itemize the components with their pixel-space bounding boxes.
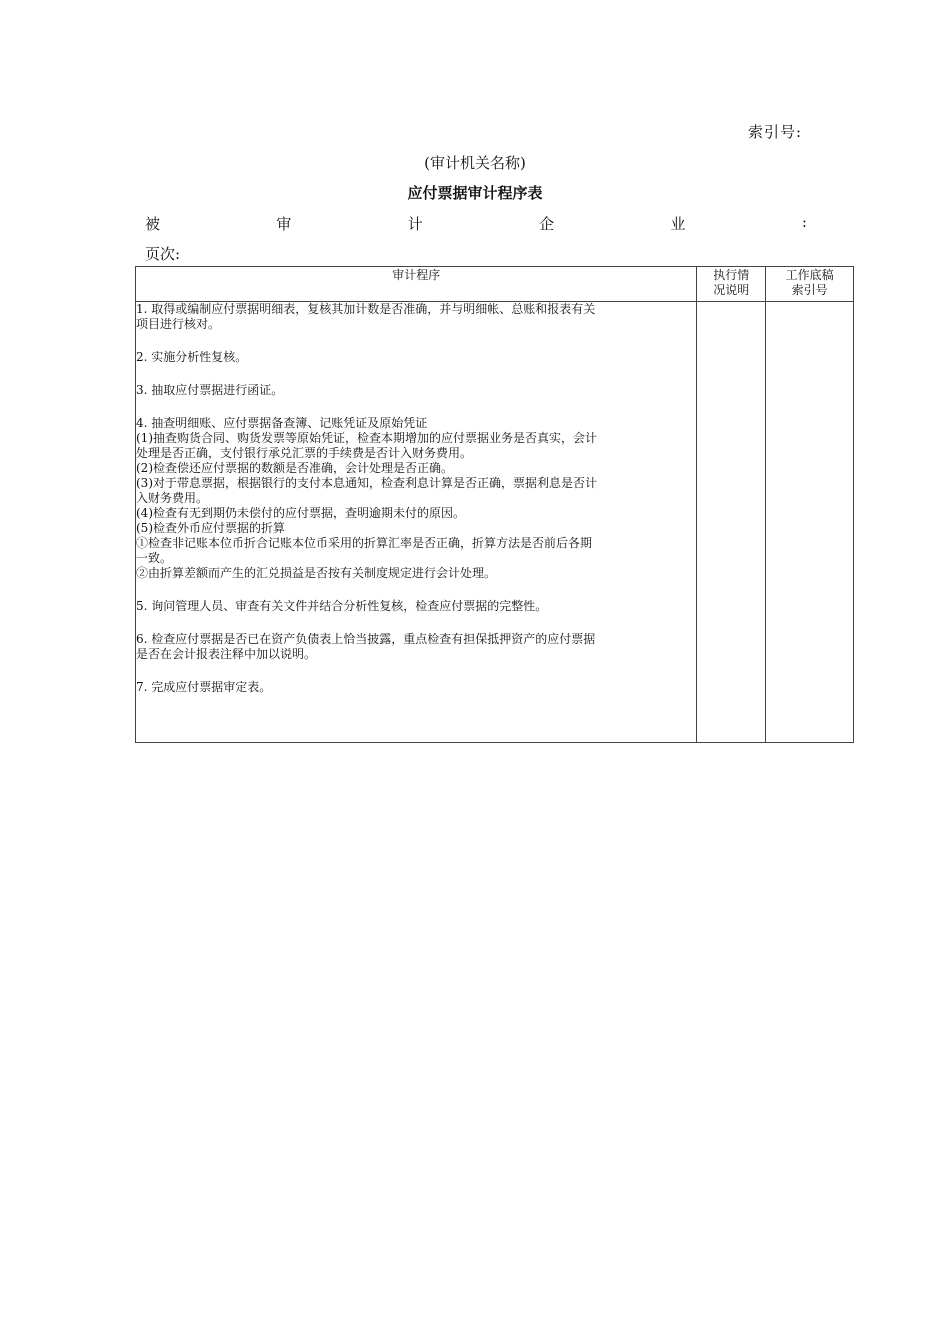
audit-procedure-table: [135, 266, 854, 743]
procedure-cell: [136, 302, 697, 743]
table-row: [136, 302, 854, 743]
execution-cell[interactable]: [697, 302, 766, 743]
header-procedure: 审计程序: [136, 267, 697, 302]
procedure-line: (1)抽查购货合同、购货发票等原始凭证，检查本期增加的应付票据业务是否真实，会计: [136, 431, 598, 445]
procedure-line: 入财务费用。: [136, 491, 209, 505]
procedure-line: ②由折算差额而产生的汇兑损益是否按有关制度规定进行会计处理。: [136, 566, 497, 580]
procedure-line: 3. 抽取应付票据进行函证。: [136, 383, 284, 397]
procedure-step: [136, 632, 696, 662]
index-number-label: 索引号:: [748, 123, 803, 141]
procedure-spacer: [136, 398, 696, 416]
header-execution-line: 况说明: [713, 283, 750, 297]
procedure-line: (4)检查有无到期仍未偿付的应付票据，查明逾期未付的原因。: [136, 506, 466, 520]
procedure-line: 处理是否正确，支付银行承兑汇票的手续费是否计入财务费用。: [136, 446, 473, 460]
header-reference-line: 工作底稿: [785, 268, 834, 282]
header-execution-line: 执行情: [713, 268, 750, 282]
procedure-spacer: [136, 581, 696, 599]
procedure-spacer: [136, 365, 696, 383]
audited-char: 业: [670, 215, 686, 233]
procedure-step: [136, 416, 696, 581]
procedure-spacer: [136, 662, 696, 680]
procedure-spacer: [136, 614, 696, 632]
audit-org-name: (审计机关名称): [424, 154, 526, 172]
procedure-line: 1. 取得或编制应付票据明细表，复核其加计数是否准确，并与明细帐、总账和报表有关: [136, 302, 596, 316]
procedure-line: (5)检查外币应付票据的折算: [136, 521, 285, 535]
procedure-spacer: [136, 332, 696, 350]
procedure-line: 一致。: [136, 551, 173, 565]
procedure-step: [136, 350, 696, 365]
audited-char: 计: [407, 215, 423, 233]
procedure-line: 2. 实施分析性复核。: [136, 350, 248, 364]
procedure-step: [136, 680, 696, 695]
page-number-label: 页次:: [145, 245, 181, 263]
audited-char: :: [801, 213, 807, 231]
procedure-line: 7. 完成应付票据审定表。: [136, 680, 272, 694]
audited-char: 企: [539, 215, 555, 233]
audited-char: 被: [145, 215, 161, 233]
procedure-step: [136, 302, 696, 332]
header-reference-line: 索引号: [791, 283, 828, 297]
procedure-line: ①检查非记账本位币折合记账本位币采用的折算汇率是否正确，折算方法是否前后各期: [136, 536, 593, 550]
table-header-row: [136, 267, 854, 302]
procedure-line: (2)检查偿还应付票据的数额是否准确，会计处理是否正确。: [136, 461, 454, 475]
header-reference: [766, 267, 854, 302]
procedure-line: (3)对于带息票据，根据银行的支付本息通知，检查利息计算是否正确，票据利息是否计: [136, 476, 598, 490]
procedure-step: [136, 599, 696, 614]
procedure-line: 4. 抽查明细账、应付票据备查簿、记账凭证及原始凭证: [136, 416, 428, 430]
procedure-line: 6. 检查应付票据是否已在资产负债表上恰当披露，重点检查有担保抵押资产的应付票据: [136, 632, 596, 646]
procedure-step: [136, 383, 696, 398]
page-title: 应付票据审计程序表: [407, 184, 543, 202]
header-execution: [697, 267, 766, 302]
procedure-line: 项目进行核对。: [136, 317, 221, 331]
procedure-line: 5. 询问管理人员、审查有关文件并结合分析性复核，检查应付票据的完整性。: [136, 599, 548, 613]
procedure-line: 是否在会计报表注释中加以说明。: [136, 647, 317, 661]
reference-cell[interactable]: [766, 302, 854, 743]
procedure-list: [136, 302, 696, 695]
audited-char: 审: [276, 215, 292, 233]
audited-enterprise-label: [145, 213, 807, 234]
